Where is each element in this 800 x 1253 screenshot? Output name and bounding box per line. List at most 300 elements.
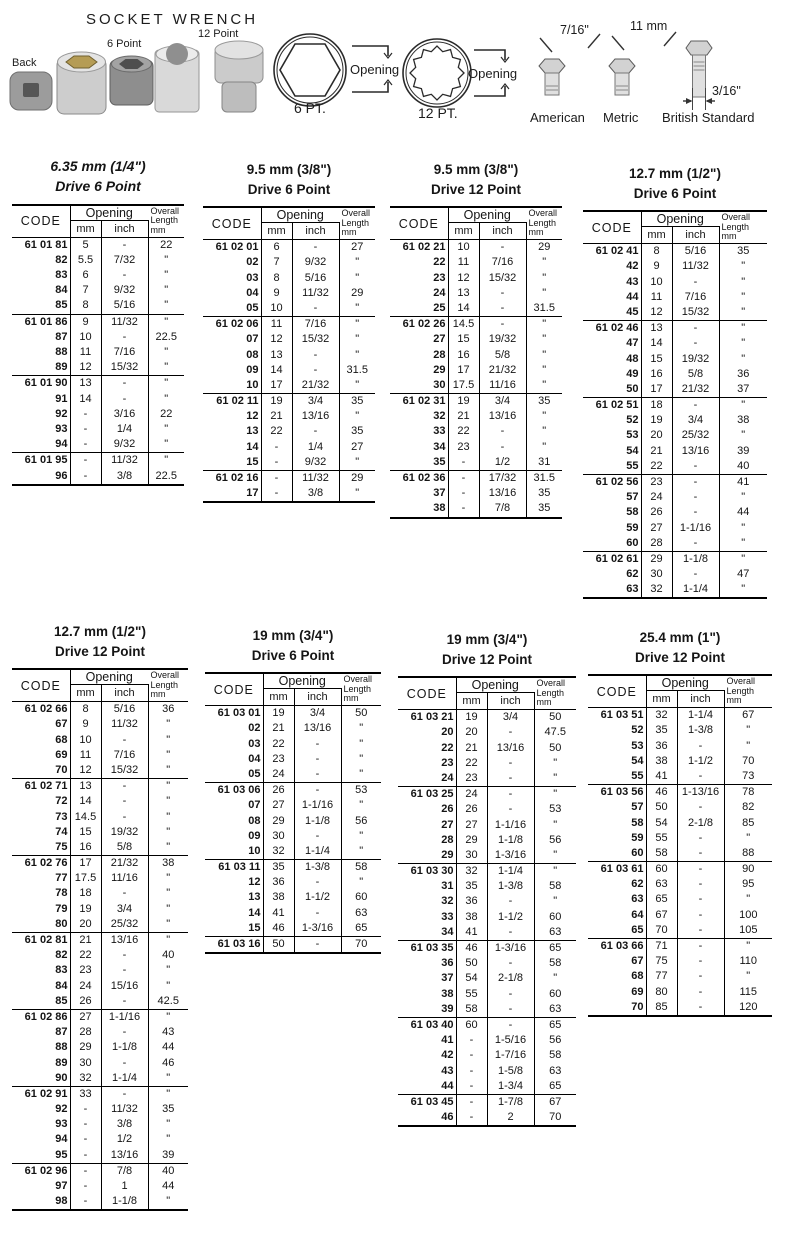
british-label: British Standard <box>662 110 755 125</box>
code-cell: 98 <box>12 1194 70 1210</box>
code-cell: 91 <box>12 391 70 406</box>
opening-inch-cell: 7/8 <box>101 1163 148 1179</box>
overall-length-cell: " <box>166 979 171 992</box>
opening-inch-cell: 1-3/8 <box>294 860 341 876</box>
opening-inch-cell: - <box>487 925 534 941</box>
opening-inch-cell: - <box>487 987 534 1002</box>
opening-inch-cell: - <box>672 275 719 290</box>
table-row <box>583 413 767 428</box>
code-cell: 82 <box>12 948 70 963</box>
code-group <box>390 470 562 517</box>
code-cell: 42 <box>398 1048 456 1063</box>
opening-inch-cell: - <box>294 906 341 921</box>
table-row <box>390 332 562 347</box>
opening-mm-cell: 58 <box>646 846 677 862</box>
code-cell: 90 <box>12 1071 70 1087</box>
code-cell: 03 <box>203 271 261 286</box>
opening-mm-cell: - <box>456 1048 487 1063</box>
code-cell: 32 <box>390 409 448 424</box>
table-row <box>390 317 562 333</box>
code-cell: 83 <box>12 268 70 283</box>
code-cell: 74 <box>12 825 70 840</box>
opening-inch-cell: 2-1/8 <box>677 815 724 830</box>
overall-length-cell: 105 <box>739 923 758 936</box>
table-row <box>12 283 184 298</box>
opening-mm-cell: 14 <box>70 794 101 809</box>
opening-mm-cell: 36 <box>456 894 487 909</box>
table-row <box>12 1009 188 1025</box>
overall-length-cell: " <box>553 865 558 878</box>
opening-mm-cell: 28 <box>70 1025 101 1040</box>
table-row <box>203 347 375 362</box>
overall-length-cell: 35 <box>538 487 551 500</box>
overall-length-cell: 63 <box>355 906 368 919</box>
opening-mm-cell: 20 <box>641 428 672 443</box>
code-cell: 61 02 01 <box>203 240 261 256</box>
opening-inch-cell: 7/16 <box>101 748 148 763</box>
table-title <box>583 164 767 203</box>
spec-table <box>12 204 184 486</box>
opening-mm-cell: - <box>70 1117 101 1132</box>
table-title-drive: Drive 12 Point <box>54 643 146 659</box>
table-row <box>390 301 562 317</box>
overall-length-cell: " <box>164 253 169 266</box>
opening-inch-cell: 1/4 <box>292 440 339 455</box>
code-cell: 49 <box>583 367 641 382</box>
table-row <box>390 286 562 301</box>
opening-inch-cell: 5/16 <box>292 271 339 286</box>
table-title <box>12 156 184 197</box>
code-cell: 68 <box>12 733 70 748</box>
opening-mm-cell: 29 <box>456 833 487 848</box>
code-cell: 72 <box>12 794 70 809</box>
opening-mm-cell: 12 <box>70 763 101 779</box>
opening-inch-cell: - <box>677 954 724 969</box>
code-cell: 61 01 90 <box>12 376 70 392</box>
spec-table <box>588 674 772 1017</box>
opening-inch-cell: - <box>294 752 341 767</box>
overall-length-cell: 63 <box>549 1002 562 1015</box>
overall-length-cell: 44 <box>162 1041 175 1054</box>
opening-mm-cell: 7 <box>70 283 101 298</box>
table-row <box>12 948 188 963</box>
opening-inch-cell: - <box>479 317 526 333</box>
spec-table <box>390 206 562 518</box>
overall-length-cell: " <box>741 399 746 412</box>
overall-length-cell: 31.5 <box>533 301 555 314</box>
code-cell: 61 01 86 <box>12 314 70 330</box>
opening-mm-cell: 6 <box>70 268 101 283</box>
table-row <box>12 468 184 484</box>
opening-inch-cell: - <box>292 301 339 317</box>
overall-length-cell: 27 <box>351 440 364 453</box>
code-cell: 22 <box>398 741 456 756</box>
spec-table <box>12 668 188 1211</box>
overall-length-cell: " <box>741 290 746 303</box>
code-cell: 97 <box>12 1179 70 1194</box>
code-cell: 84 <box>12 979 70 994</box>
code-cell: 07 <box>203 332 261 347</box>
overall-length-cell: " <box>359 737 364 750</box>
overall-length-cell: 70 <box>742 754 755 767</box>
table-row <box>390 378 562 394</box>
table-95mm-12pt <box>390 160 562 519</box>
code-cell: 17 <box>203 486 261 502</box>
table-row <box>583 536 767 552</box>
code-cell: 93 <box>12 422 70 437</box>
code-cell: 69 <box>588 985 646 1000</box>
spec-table <box>205 672 381 954</box>
code-cell: 61 01 81 <box>12 237 70 253</box>
overall-length-cell: " <box>164 392 169 405</box>
code-cell: 02 <box>203 255 261 270</box>
opening-inch-cell: - <box>672 321 719 337</box>
overall-length-cell: 82 <box>742 801 755 814</box>
opening-mm-cell: 9 <box>641 259 672 274</box>
opening-header: Opening <box>448 207 526 223</box>
code-cell: 54 <box>588 754 646 769</box>
overall-length-header: Overall Length mm <box>528 208 558 238</box>
opening-mm-cell: 32 <box>263 844 294 860</box>
opening-inch-cell: - <box>101 330 148 345</box>
opening-mm-cell: - <box>70 1102 101 1117</box>
code-cell: 61 03 66 <box>588 938 646 954</box>
code-group <box>203 317 375 394</box>
opening-mm-cell: 21 <box>70 932 101 948</box>
table-row <box>588 1000 772 1016</box>
twelve-point-socket-image <box>155 43 199 112</box>
opening-inch-cell: - <box>487 771 534 787</box>
opening-mm-cell: 11 <box>261 317 292 333</box>
overall-length-cell: " <box>553 848 558 861</box>
table-row <box>583 367 767 382</box>
opening-inch-cell: 1 <box>101 1179 148 1194</box>
opening-inch-cell: 5/8 <box>479 347 526 362</box>
overall-length-cell: " <box>164 315 169 328</box>
table-row <box>12 856 188 872</box>
code-group <box>398 940 576 1017</box>
code-cell: 13 <box>205 890 263 905</box>
metric-dim-label: 11 mm <box>630 19 668 33</box>
table-row <box>583 290 767 305</box>
opening-inch-cell: - <box>101 794 148 809</box>
overall-length-cell: " <box>166 1071 171 1084</box>
table-row <box>398 756 576 771</box>
code-cell: 95 <box>12 1148 70 1164</box>
opening-mm-cell: 23 <box>448 440 479 455</box>
code-cell: 62 <box>588 877 646 892</box>
table-row <box>12 994 188 1010</box>
overall-length-cell: 70 <box>355 938 368 951</box>
opening-inch-cell: - <box>294 737 341 752</box>
code-cell: 33 <box>390 424 448 439</box>
opening-inch-cell: 13/16 <box>292 409 339 424</box>
overall-length-cell: 50 <box>549 741 562 754</box>
opening-inch-cell: 5/8 <box>101 840 148 856</box>
overall-length-cell: 22.5 <box>155 330 177 343</box>
opening-inch-cell: 3/4 <box>292 394 339 410</box>
table-title-size: 9.5 mm (3/8") <box>433 162 519 177</box>
opening-mm-cell: 21 <box>641 444 672 459</box>
inch-header: inch <box>292 223 339 240</box>
table-row <box>588 769 772 785</box>
code-cell: 04 <box>205 752 263 767</box>
overall-length-cell: " <box>542 440 547 453</box>
code-cell: 57 <box>583 490 641 505</box>
inch-header: inch <box>672 227 719 244</box>
opening-inch-cell: 1-1/16 <box>294 798 341 813</box>
table-title-size: 19 mm (3/4") <box>446 632 528 647</box>
twelve-pt-caption: 12 PT. <box>418 105 458 121</box>
overall-length-cell: " <box>166 1087 171 1100</box>
opening-mm-cell: 38 <box>646 754 677 769</box>
opening-mm-cell: 13 <box>448 286 479 301</box>
mm-header: mm <box>263 689 294 706</box>
opening-inch-cell: - <box>101 809 148 824</box>
opening-inch-cell: 11/32 <box>101 314 148 330</box>
code-group <box>398 787 576 864</box>
opening-inch-cell: 11/16 <box>479 378 526 394</box>
code-group <box>205 860 381 937</box>
overall-length-cell: 40 <box>162 1164 175 1177</box>
code-cell: 61 03 45 <box>398 1094 456 1110</box>
code-cell: 61 02 21 <box>390 240 448 256</box>
opening-mm-cell: 13 <box>70 779 101 795</box>
opening-inch-cell: - <box>677 908 724 923</box>
opening-mm-cell: 27 <box>263 798 294 813</box>
table-title <box>588 628 772 667</box>
overall-length-cell: 50 <box>549 711 562 724</box>
opening-mm-cell: 30 <box>641 567 672 582</box>
overall-length-cell: " <box>542 286 547 299</box>
table-row <box>588 877 772 892</box>
overall-length-cell: " <box>164 438 169 451</box>
overall-length-cell: " <box>542 348 547 361</box>
code-cell: 12 <box>203 409 261 424</box>
opening-inch-cell: 1-7/16 <box>487 1048 534 1063</box>
opening-inch-cell: - <box>672 505 719 520</box>
code-cell: 27 <box>390 332 448 347</box>
table-row <box>203 255 375 270</box>
metric-label: Metric <box>603 110 639 125</box>
overall-length-cell: " <box>166 718 171 731</box>
overall-length-cell: " <box>355 378 360 391</box>
table-row <box>390 440 562 455</box>
code-cell: 88 <box>12 1040 70 1055</box>
code-cell: 73 <box>12 809 70 824</box>
opening-inch-cell: - <box>101 1055 148 1070</box>
opening-mm-cell: 23 <box>641 474 672 490</box>
table-row <box>398 864 576 880</box>
code-cell: 61 02 51 <box>583 398 641 414</box>
table-row <box>205 890 381 905</box>
table-row <box>12 1194 188 1210</box>
code-cell: 47 <box>583 336 641 351</box>
table-row <box>203 470 375 486</box>
opening-inch-cell: 19/32 <box>672 351 719 366</box>
overall-length-cell: " <box>355 301 360 314</box>
overall-length-cell: 35 <box>538 395 551 408</box>
overall-length-cell: 56 <box>355 814 368 827</box>
code-cell: 15 <box>205 921 263 937</box>
code-cell: 24 <box>390 286 448 301</box>
code-cell: 42 <box>583 259 641 274</box>
table-row <box>398 1079 576 1095</box>
overall-length-cell: 95 <box>742 878 755 891</box>
table-row <box>203 409 375 424</box>
table-row <box>12 1117 188 1132</box>
opening-mm-cell: 26 <box>456 802 487 817</box>
opening-inch-cell: - <box>101 994 148 1010</box>
table-title-drive: Drive 6 Point <box>55 178 141 195</box>
opening-inch-cell: - <box>479 440 526 455</box>
code-cell: 05 <box>205 767 263 783</box>
overall-length-cell: " <box>741 552 746 565</box>
overall-length-cell: 29 <box>351 286 364 299</box>
code-cell: 61 03 06 <box>205 783 263 799</box>
table-row <box>203 424 375 439</box>
table-row <box>398 771 576 787</box>
opening-header: Opening <box>456 677 534 693</box>
code-group <box>588 938 772 1015</box>
code-cell: 29 <box>398 848 456 864</box>
opening-inch-cell: 1-1/2 <box>487 910 534 925</box>
opening-inch-cell: - <box>479 424 526 439</box>
opening-mm-cell: 55 <box>646 831 677 846</box>
table-row <box>398 879 576 894</box>
opening-inch-cell: 7/16 <box>672 290 719 305</box>
overall-length-cell: " <box>746 724 751 737</box>
opening-mm-cell: - <box>70 1132 101 1147</box>
table-row <box>398 987 576 1002</box>
overall-length-cell: 65 <box>549 1079 562 1092</box>
opening-inch-cell: 25/32 <box>101 917 148 933</box>
table-row <box>12 717 188 732</box>
opening-label-12pt: Opening <box>468 66 518 81</box>
opening-mm-cell: 21 <box>263 721 294 736</box>
opening-mm-cell: 21 <box>456 741 487 756</box>
code-cell: 61 03 25 <box>398 787 456 803</box>
opening-inch-cell: 1-1/2 <box>294 890 341 905</box>
opening-inch-cell: 15/16 <box>101 979 148 994</box>
table-row <box>398 1094 576 1110</box>
overall-length-cell: " <box>164 361 169 374</box>
overall-length-cell: " <box>746 739 751 752</box>
table-row <box>583 474 767 490</box>
inch-header: inch <box>101 685 148 702</box>
opening-mm-cell: 58 <box>456 1002 487 1018</box>
opening-inch-cell: 13/16 <box>294 721 341 736</box>
opening-mm-cell: 77 <box>646 969 677 984</box>
table-254mm-12pt <box>588 628 772 1017</box>
opening-inch-cell: 1-5/8 <box>487 1063 534 1078</box>
opening-inch-cell: - <box>479 286 526 301</box>
table-row <box>205 798 381 813</box>
code-cell: 80 <box>12 917 70 933</box>
opening-mm-cell: 27 <box>641 521 672 536</box>
inch-header: inch <box>677 691 724 708</box>
table-row <box>583 567 767 582</box>
overall-length-cell: " <box>164 346 169 358</box>
opening-mm-cell: 19 <box>70 902 101 917</box>
table-title <box>203 160 375 199</box>
overall-length-cell: 37 <box>737 382 750 395</box>
opening-mm-cell: 15 <box>70 825 101 840</box>
table-19mm-12pt <box>398 630 576 1127</box>
table-row <box>583 444 767 459</box>
overall-length-cell: 36 <box>737 367 750 380</box>
opening-mm-cell: 10 <box>641 275 672 290</box>
code-group <box>205 783 381 860</box>
opening-inch-cell: 1-3/16 <box>294 921 341 937</box>
opening-mm-cell: 17 <box>70 856 101 872</box>
opening-mm-cell: 22 <box>70 948 101 963</box>
opening-mm-cell: 38 <box>263 890 294 905</box>
opening-mm-cell: 10 <box>70 733 101 748</box>
opening-inch-cell: 7/16 <box>479 255 526 270</box>
six-point-socket-image <box>110 56 153 105</box>
overall-length-cell: " <box>741 337 746 350</box>
opening-mm-cell: - <box>70 1179 101 1194</box>
opening-mm-cell: 24 <box>263 767 294 783</box>
opening-inch-cell: 11/32 <box>101 453 148 469</box>
opening-inch-cell: - <box>487 894 534 909</box>
opening-mm-cell: - <box>70 1194 101 1210</box>
table-row <box>583 490 767 505</box>
opening-mm-cell: - <box>456 1033 487 1048</box>
opening-mm-cell: - <box>261 455 292 471</box>
opening-mm-cell: 17 <box>448 363 479 378</box>
opening-header: Opening <box>641 211 719 227</box>
opening-mm-cell: 46 <box>263 921 294 937</box>
opening-mm-cell: 9 <box>70 314 101 330</box>
opening-inch-cell: - <box>101 733 148 748</box>
opening-mm-cell: 11 <box>70 345 101 360</box>
opening-inch-cell: 1/2 <box>479 455 526 471</box>
socket-wrench-illustration <box>0 0 800 148</box>
opening-inch-cell: 9/32 <box>292 455 339 471</box>
table-row <box>398 1110 576 1126</box>
code-cell: 69 <box>12 748 70 763</box>
opening-inch-cell: - <box>677 1000 724 1016</box>
table-row <box>12 314 184 330</box>
table-row <box>12 360 184 376</box>
opening-mm-cell: 50 <box>263 936 294 953</box>
opening-inch-cell: 5/16 <box>672 244 719 260</box>
overall-length-cell: 65 <box>355 921 368 934</box>
code-header: CODE <box>203 207 261 240</box>
opening-mm-cell: - <box>448 470 479 486</box>
opening-mm-cell: 23 <box>456 771 487 787</box>
opening-mm-cell: 23 <box>70 963 101 978</box>
code-cell: 24 <box>398 771 456 787</box>
code-group <box>12 1086 188 1163</box>
overall-length-cell: 47.5 <box>544 726 566 739</box>
opening-inch-cell: - <box>487 725 534 740</box>
overall-length-cell: 58 <box>355 861 368 874</box>
code-cell: 61 01 95 <box>12 453 70 469</box>
code-cell: 89 <box>12 360 70 376</box>
overall-length-cell: 65 <box>549 942 562 955</box>
overall-length-cell: 41 <box>737 476 750 489</box>
table-row <box>588 815 772 830</box>
table-row <box>390 394 562 410</box>
table-row <box>398 925 576 941</box>
code-cell: 61 02 31 <box>390 394 448 410</box>
opening-mm-cell: 30 <box>263 829 294 844</box>
opening-inch-cell: - <box>677 739 724 754</box>
overall-length-cell: " <box>746 940 751 953</box>
